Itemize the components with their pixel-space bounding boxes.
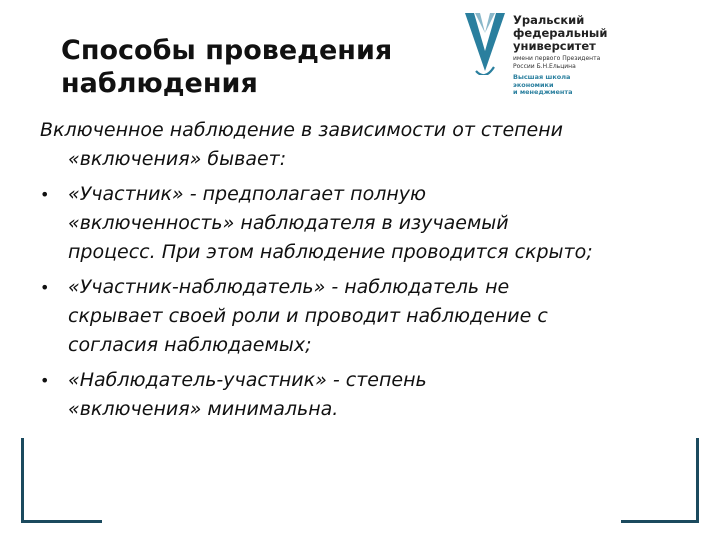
logo-name-line: Уральский [513, 13, 585, 27]
list-item [40, 366, 700, 424]
logo-school-name [513, 74, 613, 97]
logo-school-line: экономики [513, 80, 554, 89]
university-logo [463, 11, 613, 106]
list-item [40, 273, 700, 360]
list-item-line: процесс. При этом наблюдение проводится скрыто; [68, 241, 593, 263]
bullet-icon: • [40, 185, 50, 204]
list-item [40, 180, 700, 267]
list-item-line: «включенность» наблюдателя в изучаемый [68, 212, 509, 234]
logo-school-line: Высшая школа [513, 73, 571, 81]
logo-university-name [513, 14, 613, 53]
corner-bracket-right-vertical [696, 438, 699, 523]
slide-title-line-1: Способы проведения [61, 35, 393, 66]
logo-name-line: федеральный [513, 26, 608, 40]
list-item-line: согласия наблюдаемых; [68, 334, 312, 356]
urfu-logo-mark-icon [463, 11, 507, 75]
logo-subtitle-line: России Б.Н.Ельцина [513, 63, 576, 70]
slide-title-line-2: наблюдения [61, 68, 258, 99]
list-item-line: «Наблюдатель-участник» - степень [68, 369, 427, 391]
logo-subtitle-line: имени первого Президента [513, 55, 601, 62]
intro-line: «включения» бывает: [68, 148, 287, 170]
logo-subtitle [513, 55, 613, 71]
logo-school-line: и менеджмента [513, 88, 573, 97]
corner-bracket-left-vertical [21, 438, 24, 523]
list-item-line: «включения» минимальна. [68, 398, 339, 420]
slide-body [40, 116, 700, 430]
bullet-icon: • [40, 278, 50, 297]
intro-paragraph [40, 116, 700, 174]
list-item-line: «Участник-наблюдатель» - наблюдатель не [68, 276, 510, 298]
slide-title [61, 34, 441, 100]
list-item-line: скрывает своей роли и проводит наблюдение с [68, 305, 548, 327]
intro-line: Включенное наблюдение в зависимости от степени [40, 119, 564, 141]
list-item-line: «Участник» - предполагает полную [68, 183, 427, 205]
corner-bracket-left-horizontal [21, 520, 102, 523]
corner-bracket-right-horizontal [621, 520, 699, 523]
logo-name-line: университет [513, 39, 596, 53]
bullet-icon: • [40, 371, 50, 390]
